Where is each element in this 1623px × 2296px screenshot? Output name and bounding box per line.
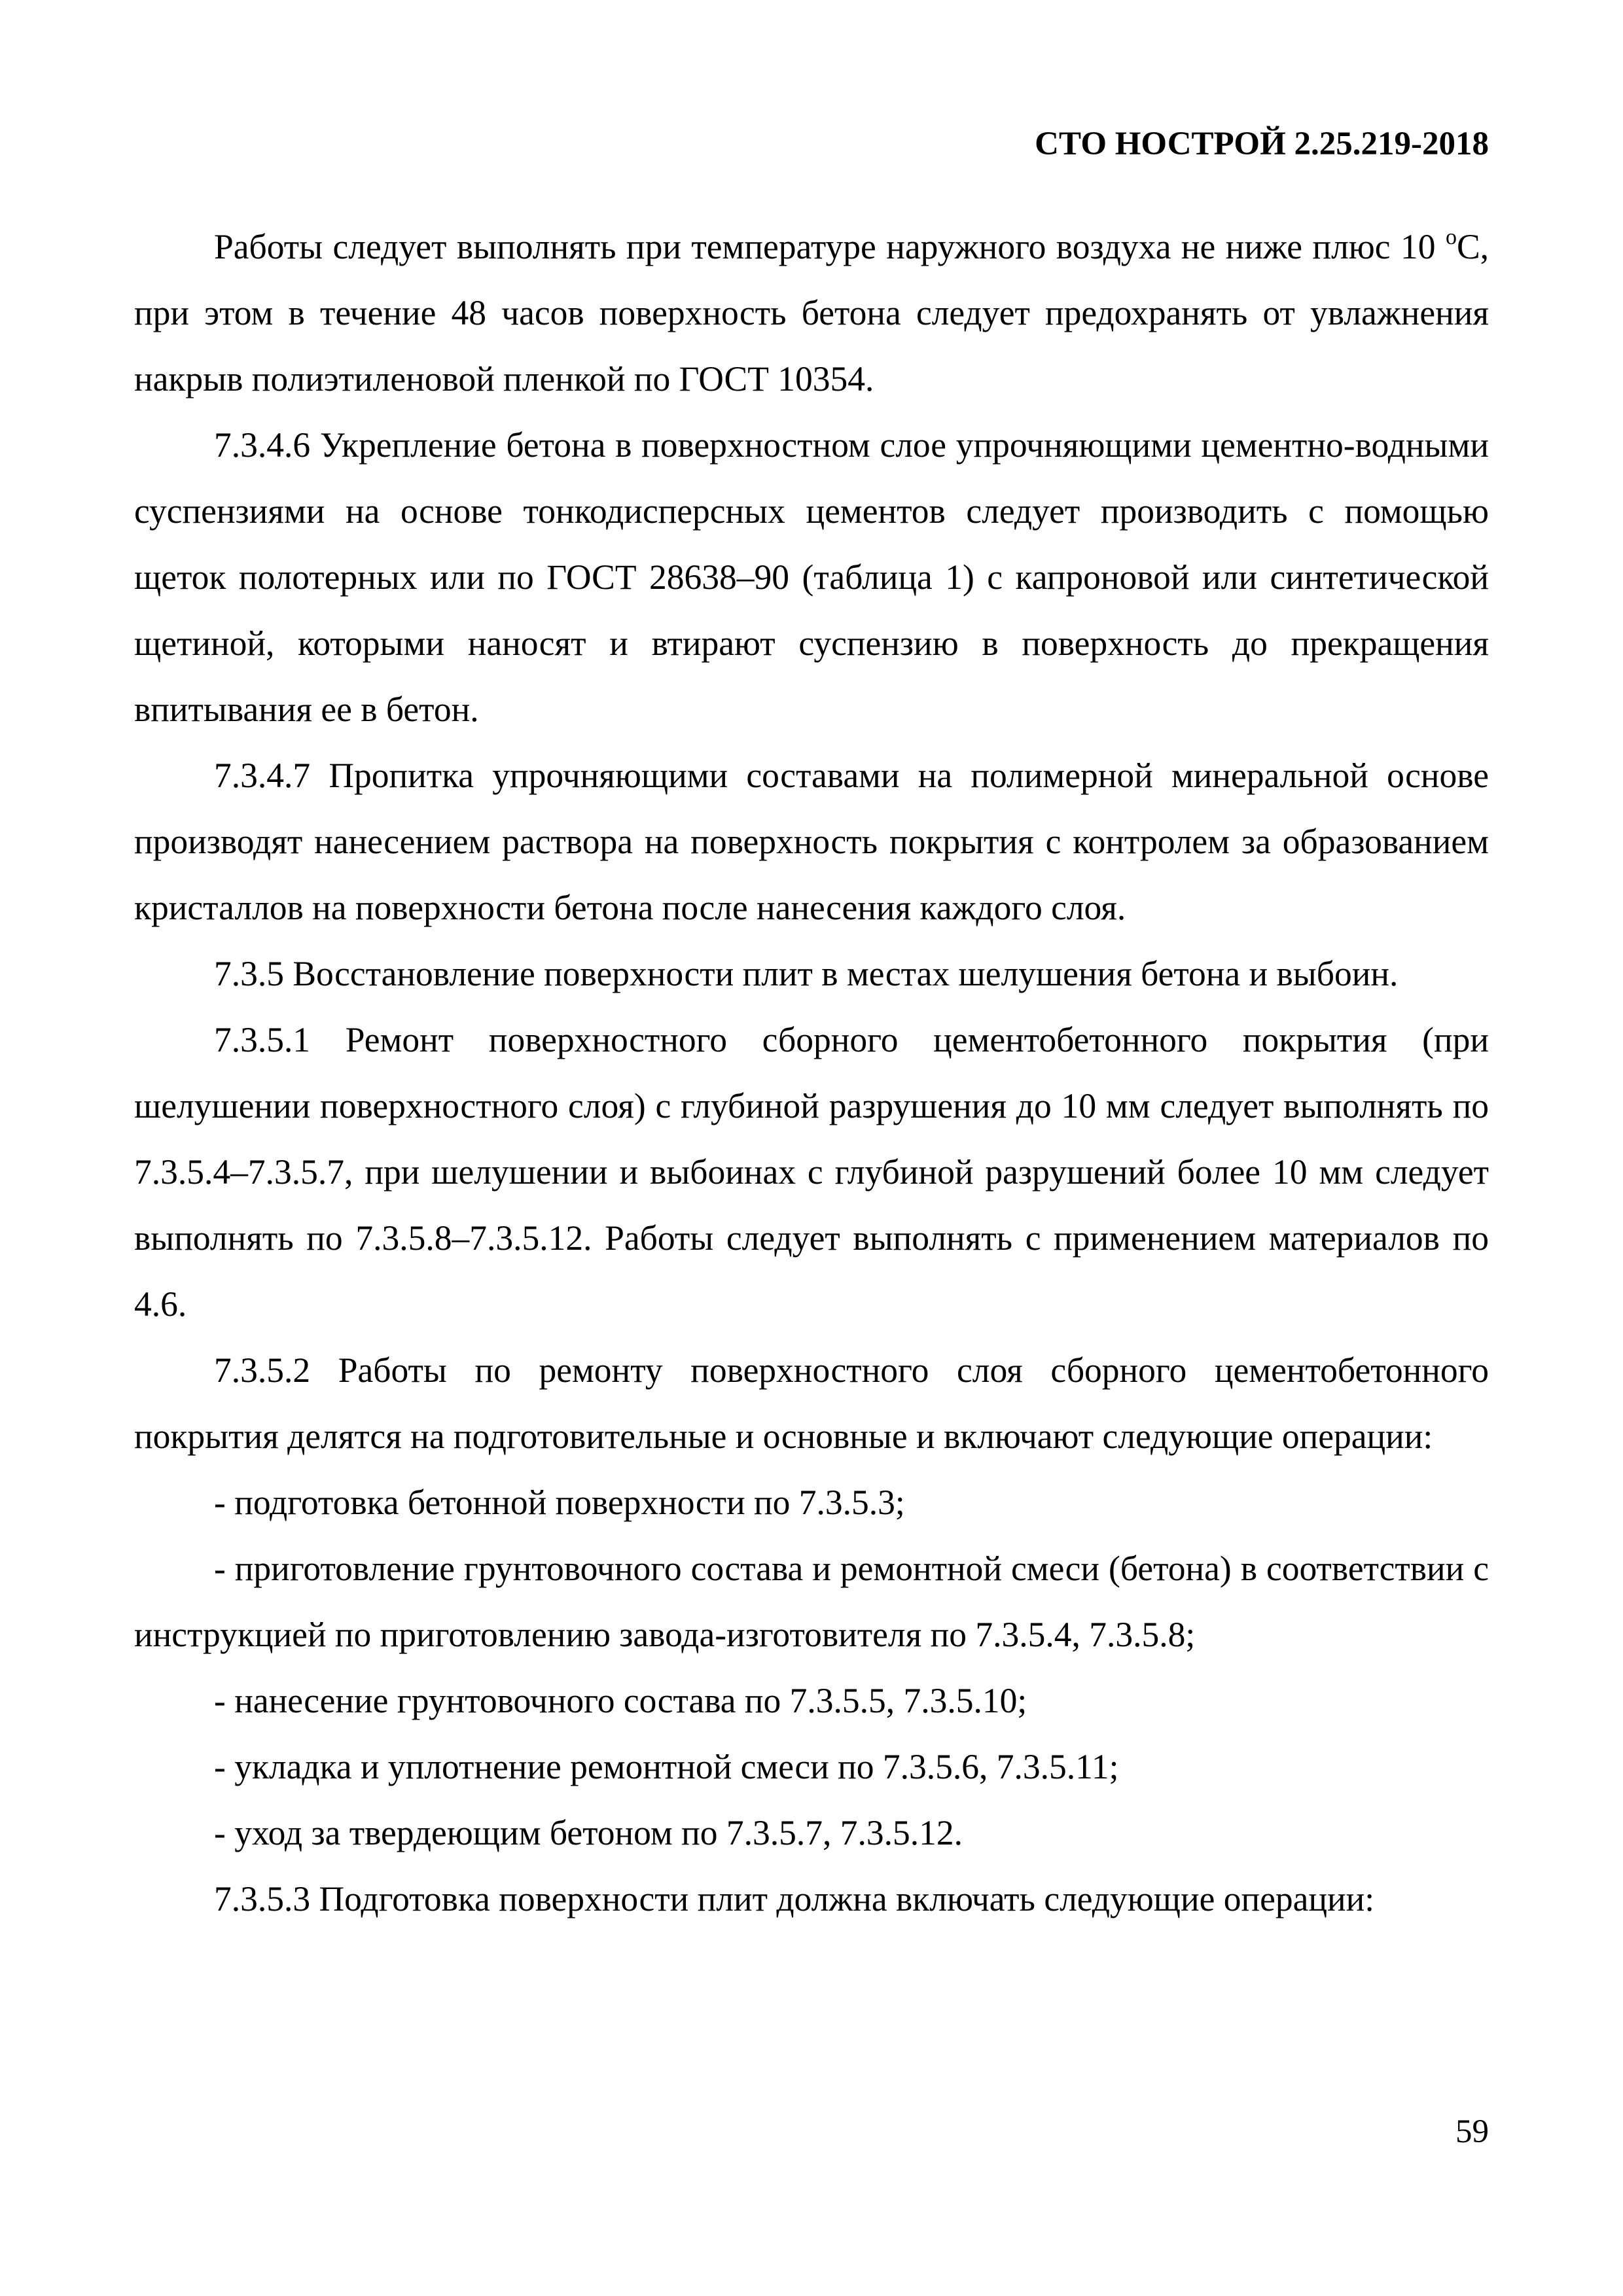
page-number: 59: [1455, 2113, 1489, 2150]
document-header-code: СТО НОСТРОЙ 2.25.219-2018: [1035, 126, 1489, 162]
paragraph-7-3-5-2: 7.3.5.2 Работы по ремонту поверхностного слоя сборного цементобетонного покрытия делятся на подготовительные и основные и включают следующие операции:: [134, 1351, 1489, 1456]
list-item-mix-preparation: - приготовление грунтовочного состава и ремонтной смеси (бетона) в соответствии с инструкцией по приготовлению завода-изготовителя по 7.3.5.4, 7.3.5.8;: [134, 1549, 1489, 1654]
list-item-mix-placement: - укладка и уплотнение ремонтной смеси по 7.3.5.6, 7.3.5.11;: [214, 1747, 1119, 1786]
paragraph-7-3-5-3: 7.3.5.3 Подготовка поверхности плит должна включать следующие операции:: [214, 1879, 1375, 1918]
paragraph-7-3-4-7: 7.3.4.7 Пропитка упрочняющими составами на полимерной минеральной основе производят нанесением раствора на поверхность покрытия с контролем за образованием кристаллов на поверхности бетона после нанесения каждого слоя.: [134, 756, 1489, 927]
list-item-concrete-curing: - уход за твердеющим бетоном по 7.3.5.7, 7.3.5.12.: [214, 1813, 963, 1852]
paragraph-text-part: С, при этом в течение 48 часов поверхность бетона следует предохранять от увлажнения накрыв полиэтиленовой пленкой по ГОСТ 10354.: [134, 227, 1489, 398]
list-item-surface-preparation: - подготовка бетонной поверхности по 7.3.5.3;: [214, 1483, 905, 1522]
list-item-primer-application: - нанесение грунтовочного состава по 7.3.5.5, 7.3.5.10;: [214, 1681, 1027, 1720]
paragraph-7-3-4-6: 7.3.4.6 Укрепление бетона в поверхностном слое упрочняющими цементно-водными суспензиями на основе тонкодисперсных цементов следует производить с помощью щеток полотерных или по ГОСТ 28638–90 (таблица 1) с капроновой или синтетической щетиной, которыми наносят и втирают суспензию в поверхность до прекращения впитывания ее в бетон.: [134, 425, 1489, 729]
paragraph-text-part: Работы следует выполнять при температуре наружного воздуха не ниже плюс 10: [214, 227, 1446, 266]
degree-superscript: о: [1445, 225, 1457, 249]
paragraph-7-3-5-1: 7.3.5.1 Ремонт поверхностного сборного цементобетонного покрытия (при шелушении поверхностного слоя) с глубиной разрушения до 10 мм следует выполнять по 7.3.5.4–7.3.5.7, при шелушении и выбоинах с глубиной разрушений более 10 мм следует выполнять по 7.3.5.8–7.3.5.12. Работы следует выполнять с применением материалов по 4.6.: [134, 1020, 1489, 1324]
body-text: [134, 214, 1489, 1932]
paragraph-temperature-requirement: [134, 214, 1489, 412]
paragraph-7-3-5: 7.3.5 Восстановление поверхности плит в местах шелушения бетона и выбоин.: [214, 954, 1399, 993]
